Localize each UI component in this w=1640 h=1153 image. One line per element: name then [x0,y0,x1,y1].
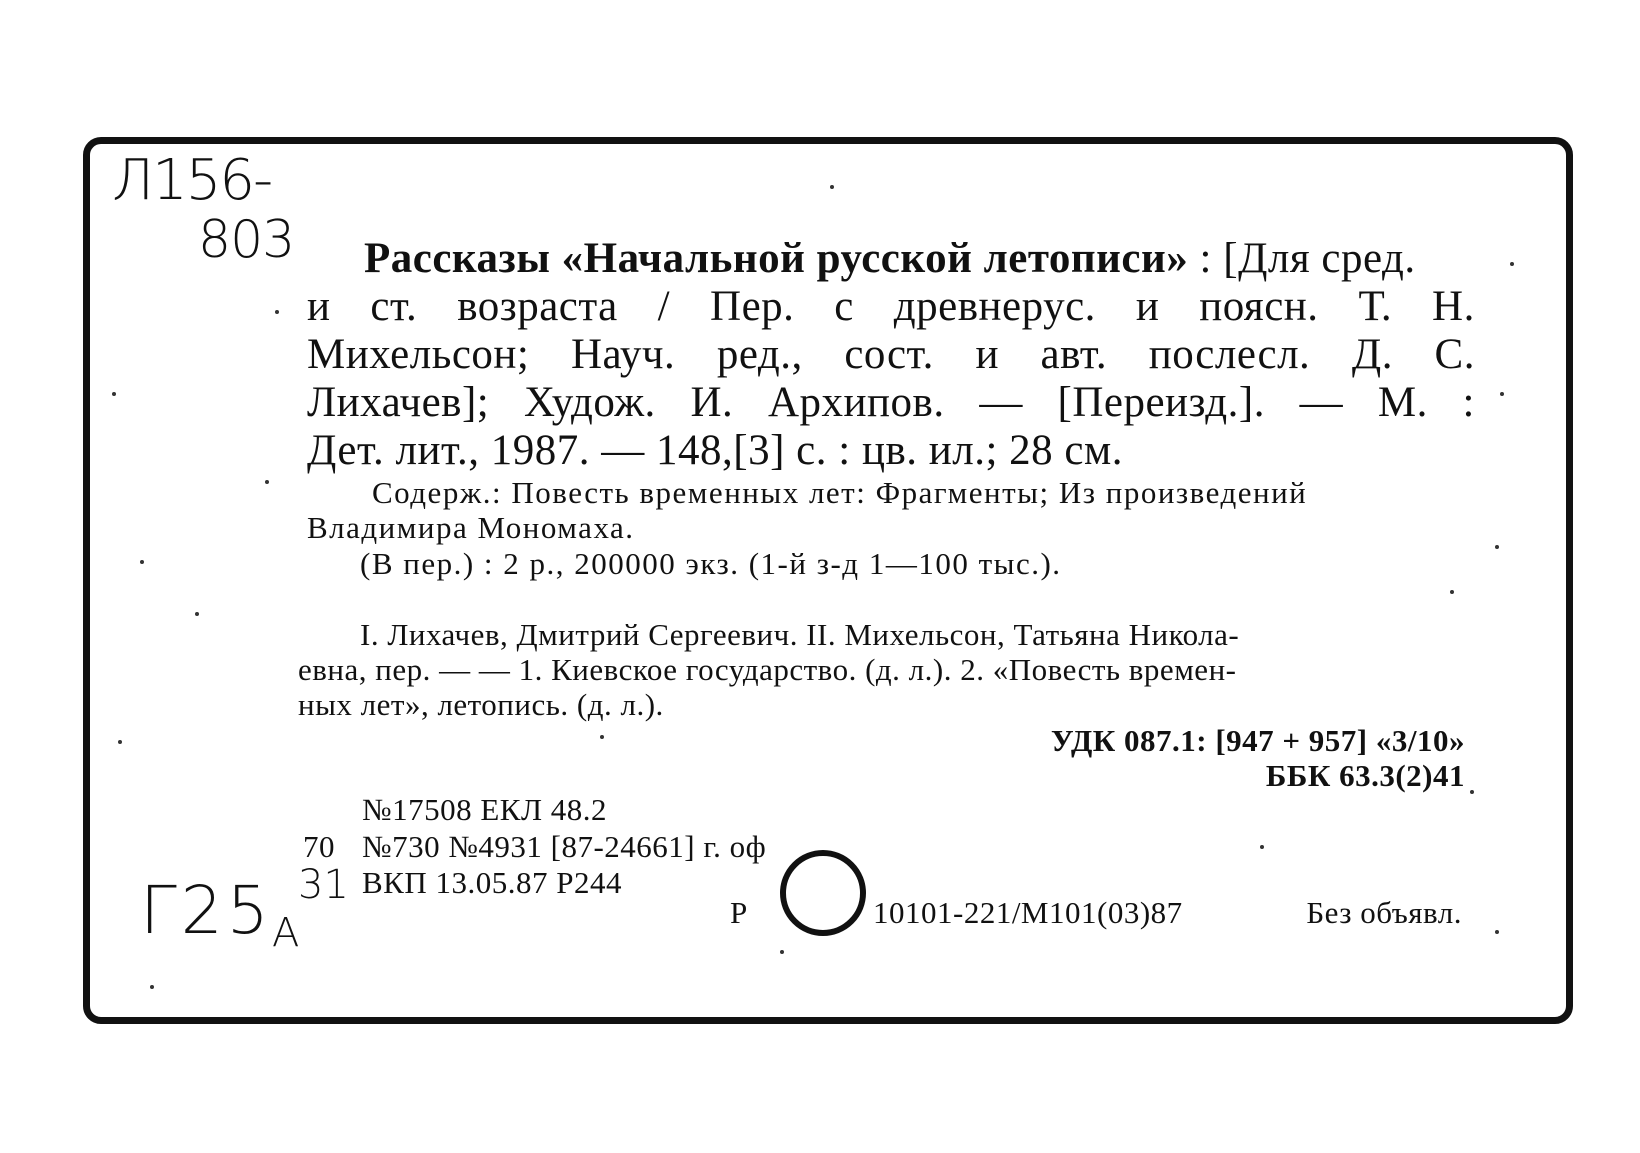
entry-word: ред., [716,331,803,378]
card-code-line-2-prefix: 70 [303,829,335,864]
entry-word: и [975,331,999,378]
entry-word: Худож. [523,379,656,426]
entry-word: с [834,283,854,330]
entry-word: сост. [844,331,934,378]
scan-speck [1500,392,1504,396]
scan-speck [1450,590,1454,594]
price-print-run: (В пер.) : 2 р., 200000 экз. (1-й з-д 1—100 тыс.). [360,546,1062,581]
entry-word: — [1299,379,1344,426]
entry-line-4 [307,378,1475,427]
entry-word: Архипов. [767,379,945,426]
scan-speck [275,310,279,314]
scan-speck [1495,545,1499,549]
entry-word: Михельсон; [307,331,530,378]
scan-speck [780,950,784,954]
scan-speck [265,480,269,484]
entry-title: Рассказы «Начальной русской летописи» [364,235,1189,282]
entry-word: С. [1434,331,1475,378]
entry-word: авт. [1040,331,1108,378]
tracings-line-2: евна, пер. — — 1. Киевское государство. (д. л.). 2. «Повесть времен- [298,652,1237,687]
scan-speck [830,185,834,189]
scan-speck [1495,930,1499,934]
udk-code: УДК 087.1: [947 + 957] «3/10» [1050,723,1465,758]
handwritten-author-mark: Г25 [140,872,273,949]
scan-speck [600,735,604,739]
card-code-line-1: №17508 ЕКЛ 48.2 [362,792,607,827]
handwritten-shelf-mark-number: 803 [198,210,295,270]
circle-stamp [780,850,866,936]
entry-word: М. [1377,379,1428,426]
scan-speck [1510,262,1514,266]
entry-word: И. [690,379,734,426]
entry-title-line [364,234,1416,283]
entry-word: Н. [1432,283,1475,330]
entry-word: / [657,283,671,330]
entry-word: и [307,283,331,330]
contents-note-line-1: Содерж.: Повесть временных лет: Фрагменты; Из произведений [372,475,1308,510]
entry-title-continuation: : [Для сред. [1188,235,1416,282]
scan-speck [118,740,122,744]
card-code-line-2: №730 №4931 [87-24661] г. оф [362,829,767,864]
entry-word: послесл. [1148,331,1311,378]
entry-line-3 [307,330,1475,379]
scan-speck [150,985,154,989]
card-code-line-3: ВКП 13.05.87 Р244 [362,865,622,900]
scan-speck [140,560,144,564]
entry-word: возраста [457,283,618,330]
entry-line-2 [307,282,1475,331]
entry-word: Пер. [710,283,795,330]
entry-word: поясн. [1199,283,1319,330]
scan-speck [1470,790,1474,794]
scan-speck [195,612,199,616]
contents-note-line-2: Владимира Мономаха. [307,510,635,545]
entry-word: — [979,379,1023,426]
scan-speck [112,392,116,396]
entry-word: Науч. [570,331,676,378]
scan-speck [1260,845,1264,849]
publisher-code: 10101-221/М101(03)87 [873,895,1183,930]
publisher-note: Без объявл. [1306,895,1462,930]
handwritten-shelf-mark-top: Л156- [112,148,272,213]
handwritten-author-mark-sup: 31 [298,862,349,908]
tracings-line-3: ных лет», летопись. (д. л.). [298,687,664,722]
entry-word: Т. [1358,283,1393,330]
entry-word: древнерус. [893,283,1096,330]
entry-word: : [1462,379,1475,426]
entry-word: Д. [1351,331,1393,378]
handwritten-author-mark-sub: А [272,910,300,956]
entry-word: и [1135,283,1160,330]
publisher-code-prefix: Р [730,895,748,930]
tracings-line-1: I. Лихачев, Дмитрий Сергеевич. II. Михельсон, Татьяна Никола- [360,617,1240,652]
entry-imprint-line: Дет. лит., 1987. — 148,[3] с. : цв. ил.; 28 см. [307,427,1123,474]
entry-word: [Переизд.]. [1057,379,1265,426]
entry-word: Лихачев]; [307,379,490,426]
entry-word: ст. [370,283,418,330]
bbk-code: ББК 63.3(2)41 [1265,758,1465,793]
